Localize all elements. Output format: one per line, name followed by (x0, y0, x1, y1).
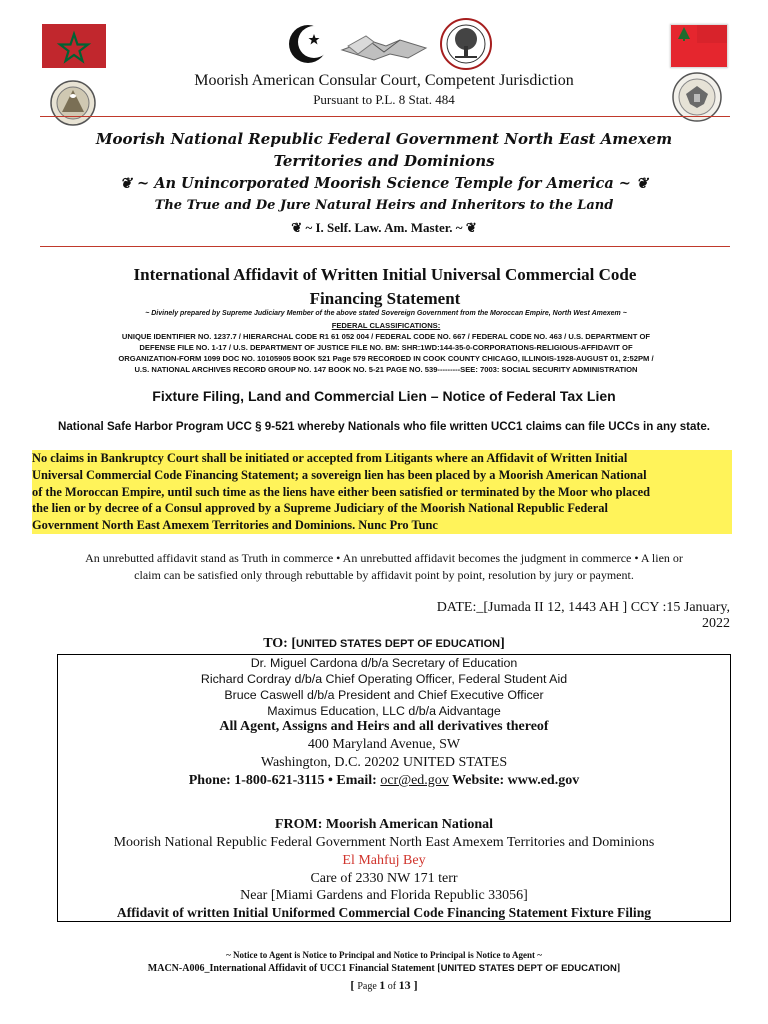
red-divider-bottom (40, 246, 730, 247)
footer-notice: ~ Notice to Agent is Notice to Principal and Notice to Principal is Notice to Agent ~ (226, 950, 542, 960)
banner-line-3: ❦ ~ An Unincorporated Moorish Science Temple for America ~ ❦ (119, 175, 649, 192)
from-government: Moorish National Republic Federal Government North East Amexem Territories and Dominions (113, 835, 655, 850)
classification-line: ORGANIZATION-FORM 1099 DOC NO. 10105905 BOOK 521 Page 579 RECORDED IN COOK COUNTY CHICAGO, ILLINOIS-1928-AUGUST 01, 2:52PM / (118, 354, 654, 363)
banner-line-4: The True and De Jure Natural Heirs and Inheritors to the Land (154, 198, 614, 213)
banner-line-5: ❦ ~ I. Self. Law. Am. Master. ~ ❦ (291, 220, 477, 235)
crescent-star-icon (286, 22, 330, 66)
recipient-address-2: Washington, D.C. 20202 UNITED STATES (260, 755, 508, 770)
handshake-icon (338, 30, 430, 64)
classification-line: DEFENSE FILE NO. 1-17 / U.S. DEPARTMENT OF JUSTICE FILE NO. BM: SHR:1WD:144-35-0-CORPORATIONS-RELIGIOUS-AFFIDAVIT OF (139, 343, 633, 352)
banner-line-2: Territories and Dominions (273, 152, 495, 170)
subheading: Fixture Filing, Land and Commercial Lien – Notice of Federal Tax Lien (152, 388, 616, 404)
prepared-by-line: ~ Divinely prepared by Supreme Judiciary Member of the above stated Sovereign Government from the Moroccan Empire, North West Amexem ~ (145, 310, 627, 317)
from-label: FROM: Moorish American National (274, 817, 494, 832)
statute-line: Pursuant to P.L. 8 Stat. 484 (313, 92, 455, 107)
court-heading: Moorish American Consular Court, Competent Jurisdiction (194, 72, 574, 89)
near-line: Near [Miami Gardens and Florida Republic 33056] (240, 888, 528, 903)
bankruptcy-notice: No claims in Bankruptcy Court shall be initiated or accepted from Litigants where an Affidavit of Written Initial Universal Commercial Code Financing Statement; a sovereign lien has been placed by a Moorish American National of the Moroccan Empire, until such time as the liens have either been satisfied or terminated by the Moor who placed the lien or by decree of a Consul approved by a Supreme Judiciary of the Moorish National Republic Federal Government North East Amexem Territories and Dominions. Nunc Pro Tunc (32, 450, 732, 534)
contact-line: Phone: 1-800-621-3115 • Email: ocr@ed.gov Website: www.ed.gov (188, 773, 580, 788)
morocco-flag-icon (42, 24, 106, 68)
federal-classifications-label: FEDERAL CLASSIFICATIONS: (331, 321, 441, 330)
banner-line-1: Moorish National Republic Federal Government North East Amexem (95, 130, 673, 148)
date-line: DATE:_[Jumada II 12, 1443 AH ] CCY :15 January, 2022 (436, 600, 730, 631)
classification-line: UNIQUE IDENTIFIER NO. 1237.7 / HIERARCHAL CODE R1 61 052 004 / FEDERAL CODE NO. 667 / FEDERAL CODE NO. 463 / U.S. DEPARTMENT OF (121, 332, 651, 341)
footer-doc-id: MACN-A006_International Affidavit of UCC1 Financial Statement [UNITED STATES DEPT OF EDUCATION] (147, 963, 621, 974)
unrebutted-affidavit-note: An unrebutted affidavit stand as Truth in commerce • An unrebutted affidavit becomes the judgment in commerce • A lien or claim can be satisfied only through rebuttable by affidavit point by point, resolution by jury or payment. (85, 551, 683, 582)
safe-harbor-line: National Safe Harbor Program UCC § 9-521 whereby Nationals who file written UCC1 claims can file UCCs in any state. (57, 420, 710, 433)
ornament-icon: ❦ (291, 220, 306, 235)
moorish-flag-icon (670, 24, 728, 68)
ornament-icon: ❦ (462, 220, 477, 235)
to-label: TO: [UNITED STATES DEPT OF EDUCATION] (263, 636, 505, 651)
recipient-address-1: 400 Maryland Avenue, SW (307, 737, 461, 752)
red-divider-top (40, 116, 730, 117)
ornament-icon: ❦ (630, 175, 649, 192)
sender-name: El Mahfuj Bey (342, 853, 426, 868)
affidavit-line: Affidavit of written Initial Uniformed Commercial Code Financing Statement Fixture Filing (116, 905, 652, 920)
ornament-icon: ❦ (119, 175, 138, 192)
care-of-line: Care of 2330 NW 171 terr (310, 871, 458, 886)
email-link[interactable]: ocr@ed.gov (380, 773, 449, 788)
recipient-names: Dr. Miguel Cardona d/b/a Secretary of Education Richard Cordray d/b/a Chief Operating Officer, Federal Student Aid Bruce Caswell d/b/a President and Chief Executive Officer Maximus Education, LLC d/b/a Aidvantage (200, 656, 568, 718)
agents-line: All Agent, Assigns and Heirs and all derivatives thereof (219, 719, 549, 734)
classification-line: U.S. NATIONAL ARCHIVES RECORD GROUP NO. 147 BOOK NO. 5-21 PAGE NO. 539---------SEE: 7003: SOCIAL SECURITY ADMINISTRATION (134, 365, 638, 374)
page-number: [ Page 1 of 13 ] (350, 978, 418, 992)
tree-seal-icon (440, 18, 492, 70)
document-title: International Affidavit of Written Initial Universal Commercial Code Financing Statement (133, 265, 637, 308)
